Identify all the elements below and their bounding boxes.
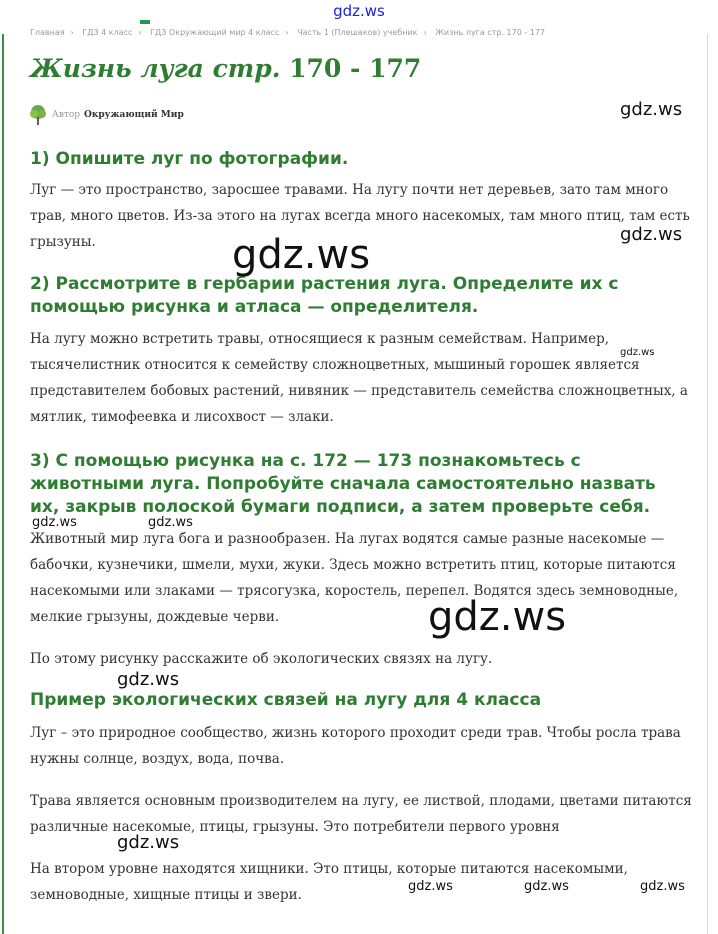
top-watermark: gdz.ws bbox=[333, 2, 385, 20]
watermark: gdz.ws bbox=[620, 347, 655, 358]
watermark: gdz.ws bbox=[232, 232, 371, 278]
breadcrumb-item[interactable]: ГДЗ 4 класс bbox=[82, 28, 133, 37]
section-4-paragraph-2: Трава является основным производителем на лугу, ее листвой, плодами, цветами питаются различные насекомые, птицы, грызуны. Это потребители первого уровня bbox=[30, 793, 692, 835]
tree-icon bbox=[28, 104, 48, 126]
watermark: gdz.ws bbox=[408, 879, 453, 894]
author-name[interactable]: Окружающий Мир bbox=[84, 110, 184, 120]
breadcrumb-item[interactable]: ГДЗ Окружающий мир 4 класс bbox=[150, 28, 280, 37]
page-title: Жизнь луга стр. 170 - 177 bbox=[30, 54, 422, 83]
section-3-paragraph-2: По этому рисунку расскажите об экологических связях на лугу. bbox=[30, 651, 493, 667]
section-heading-1: 1) Опишите луг по фотографии. bbox=[30, 149, 349, 169]
section-2-paragraph: На лугу можно встретить травы, относящиеся к разным семействам. Например, тысячелистник относится к семейству сложноцветных, мышиный горошек является представителем бобовых растений, нивяник — представитель семейства сложноцветных, а мятлик, тимофеевка и лисохвост — злаки. bbox=[30, 331, 688, 425]
section-heading-2: 2) Рассмотрите в гербарии растения луга. Определите их с помощью рисунка и атласа — определителя. bbox=[30, 274, 619, 317]
watermark: gdz.ws bbox=[32, 515, 77, 530]
watermark: gdz.ws bbox=[620, 99, 683, 120]
watermark: gdz.ws bbox=[117, 832, 180, 853]
author-info bbox=[28, 104, 184, 126]
section-4-paragraph-3: На втором уровне находятся хищники. Это птицы, которые питаются насекомыми, земноводные, хищные птицы и звери. bbox=[30, 861, 628, 903]
section-heading-4: Пример экологических связей на лугу для 4 класса bbox=[30, 690, 542, 710]
top-accent-mark bbox=[140, 20, 150, 24]
watermark: gdz.ws bbox=[148, 515, 193, 530]
watermark: gdz.ws bbox=[524, 879, 569, 894]
right-divider bbox=[707, 34, 708, 934]
section-3-paragraph-1: Животный мир луга бога и разнообразен. На лугах водятся самые разные насекомые — бабочки, кузнечики, шмели, мухи, жуки. Здесь можно встретить птиц, которые питаются насекомыми или злаками — трясогузка, коростель, перепел. Водятся здесь земноводные, мелкие грызуны, дождевые черви. bbox=[30, 531, 679, 625]
watermark: gdz.ws bbox=[640, 879, 685, 894]
section-heading-3: 3) С помощью рисунка на с. 172 — 173 познакомьтесь с животными луга. Попробуйте сначала самостоятельно назвать их, закрыв полоской бумаги подписи, а затем проверьте себя. bbox=[30, 451, 656, 517]
breadcrumb-item[interactable]: Часть 1 (Плешаков) учебник bbox=[297, 28, 418, 37]
watermark: gdz.ws bbox=[117, 669, 180, 690]
author-label: Автор bbox=[52, 110, 81, 120]
breadcrumb-item[interactable]: Главная bbox=[30, 28, 65, 37]
watermark: gdz.ws bbox=[620, 224, 683, 245]
section-4-paragraph-1: Луг – это природное сообщество, жизнь которого проходит среди трав. Чтобы росла трава нужны солнце, воздух, вода, почва. bbox=[30, 725, 681, 767]
breadcrumb-item: Жизнь луга стр. 170 - 177 bbox=[435, 28, 546, 37]
breadcrumb: Главная › ГДЗ 4 класс › ГДЗ Окружающий мир 4 класс › Часть 1 (Плешаков) учебник › Жизнь луга стр. 170 - 177 bbox=[30, 28, 546, 37]
section-1-paragraph: Луг — это пространство, заросшее травами. На лугу почти нет деревьев, зато там много трав, много цветов. Из-за этого на лугах всегда много насекомых, там много птиц, там есть грызуны. bbox=[30, 182, 690, 250]
watermark: gdz.ws bbox=[428, 594, 567, 640]
left-border bbox=[2, 34, 4, 934]
